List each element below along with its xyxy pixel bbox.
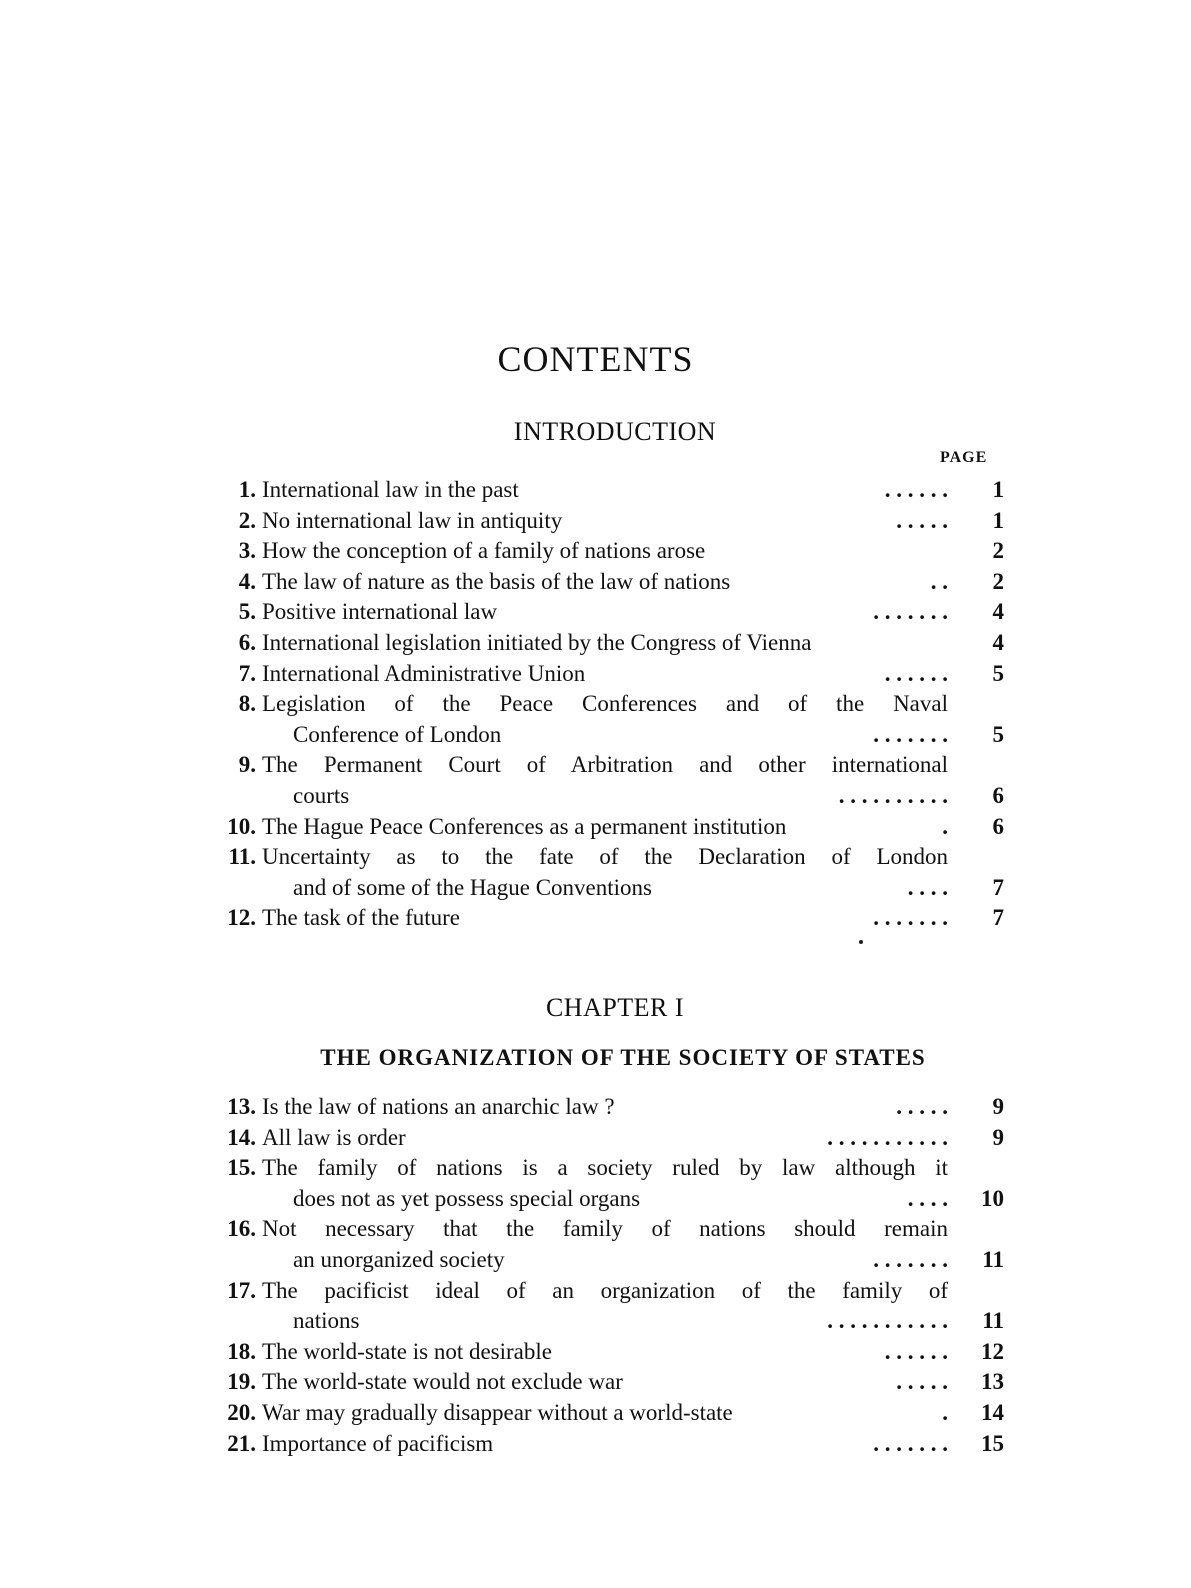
toc-line — [0, 811, 1191, 842]
entry-page-number: 7 — [992, 874, 1004, 900]
entry-title-continuation: does not as yet possess special organs — [293, 1185, 641, 1211]
toc-line-continuation — [0, 1305, 1191, 1336]
entry-number: 2. — [238, 507, 256, 533]
entry-number: 12. — [227, 905, 256, 931]
entry-title: The Hague Peace Conferences as a permanent institution — [262, 813, 787, 839]
toc-line-continuation — [0, 719, 1191, 750]
entry-page-number: 7 — [992, 905, 1004, 931]
entry-title-continuation: and of some of the Hague Conventions — [293, 874, 652, 900]
entry-number: 3. — [238, 538, 256, 564]
entry-title: The law of nature as the basis of the law of nations — [262, 568, 731, 594]
leader-dots: . . . . . . — [884, 660, 948, 686]
entry-title-continuation: Conference of London — [293, 721, 502, 747]
toc-line — [0, 749, 1191, 780]
entry-title-continuation: courts — [293, 783, 350, 808]
toc-line — [0, 535, 1191, 566]
toc-line — [0, 505, 1191, 536]
entry-title: Uncertainty as to the fate of the Declaration of London — [262, 844, 948, 870]
leader-dots: . . . . — [907, 1185, 948, 1211]
entry-number: 1. — [238, 477, 256, 502]
entry-page-number: 9 — [992, 1094, 1004, 1119]
entry-title: All law is order — [262, 1124, 406, 1150]
entry-page-number: 9 — [992, 1124, 1004, 1150]
entry-page-number: 10 — [981, 1185, 1004, 1211]
entry-page-number: 12 — [981, 1338, 1004, 1364]
toc-line — [0, 658, 1191, 689]
entry-title-continuation: an unorganized society — [293, 1247, 505, 1272]
toc-line — [0, 1152, 1191, 1183]
toc-line-continuation — [0, 1244, 1191, 1275]
entry-page-number: 1 — [992, 507, 1004, 533]
toc-line — [0, 1366, 1191, 1397]
entry-title: International legislation initiated by the Congress of Vienna — [262, 630, 812, 655]
introduction-heading: INTRODUCTION — [513, 417, 717, 446]
entry-title: Is the law of nations an anarchic law ? — [262, 1094, 615, 1119]
toc-line — [0, 474, 1191, 505]
entry-number: 15. — [227, 1155, 256, 1181]
leader-dots: . . . . — [907, 874, 948, 900]
leader-dots: . . . . . . . . . . . — [827, 1124, 948, 1150]
entry-title: International Administrative Union — [262, 660, 586, 686]
entry-number: 20. — [227, 1400, 256, 1425]
entry-title: War may gradually disappear without a world-state — [262, 1400, 733, 1425]
entry-title: The family of nations is a society ruled by law although it — [262, 1155, 948, 1181]
leader-dots: . . . . . . . . . . . — [827, 1308, 948, 1334]
entry-title: Positive international law — [262, 599, 498, 625]
entry-title: International law in the past — [262, 477, 519, 502]
entry-number: 19. — [227, 1369, 256, 1395]
entry-page-number: 6 — [992, 813, 1004, 839]
entry-page-number: 2 — [992, 538, 1004, 564]
entry-title: Not necessary that the family of nations should remain — [262, 1216, 948, 1242]
entry-number: 13. — [227, 1094, 256, 1119]
entry-page-number: 5 — [992, 721, 1004, 747]
entry-page-number: 15 — [981, 1430, 1004, 1456]
page-column-label: PAGE — [940, 449, 988, 466]
entry-title: Importance of pacificism — [262, 1430, 494, 1456]
entry-number: 4. — [238, 568, 256, 594]
page-title: CONTENTS — [497, 339, 694, 379]
entry-number: 9. — [238, 752, 256, 778]
stray-mark — [859, 940, 863, 944]
entry-title: No international law in antiquity — [262, 507, 563, 533]
leader-dots: . . . . . . . — [873, 1430, 948, 1456]
entry-page-number: 4 — [992, 630, 1004, 655]
toc-line-continuation — [0, 780, 1191, 811]
toc-line — [0, 1336, 1191, 1367]
entry-page-number: 4 — [992, 599, 1004, 625]
leader-dots: . . . . . . . — [873, 905, 948, 931]
entry-title: The pacificist ideal of an organization of the family of — [262, 1277, 948, 1303]
entry-number: 21. — [227, 1430, 256, 1456]
chapter-heading: CHAPTER I — [545, 993, 685, 1022]
leader-dots: . . — [930, 568, 948, 594]
toc-line — [0, 627, 1191, 658]
entry-page-number: 14 — [981, 1400, 1004, 1425]
entry-number: 11. — [228, 844, 256, 870]
leader-dots: . . . . . . . — [873, 599, 948, 625]
entry-page-number: 1 — [992, 477, 1004, 502]
leader-dots: . . . . . . — [884, 1338, 948, 1364]
leader-dots: . . . . . . . — [873, 1247, 948, 1272]
entry-number: 6. — [238, 630, 256, 655]
leader-dots: . — [942, 1400, 948, 1425]
leader-dots: . — [942, 813, 948, 839]
entry-number: 10. — [227, 813, 256, 839]
entry-page-number: 11 — [982, 1308, 1004, 1334]
entry-title: How the conception of a family of nations arose — [262, 538, 706, 564]
toc-line — [0, 1397, 1191, 1428]
chapter-subtitle: THE ORGANIZATION OF THE SOCIETY OF STATES — [320, 1045, 926, 1070]
entry-title: Legislation of the Peace Conferences and of the Naval — [262, 691, 948, 717]
toc-line — [0, 902, 1191, 933]
entry-title: The Permanent Court of Arbitration and other international — [262, 752, 948, 778]
entry-page-number: 6 — [992, 783, 1004, 808]
toc-line — [0, 1122, 1191, 1153]
toc-line — [0, 566, 1191, 597]
leader-dots: . . . . . — [896, 507, 948, 533]
entry-title: The task of the future — [262, 905, 460, 931]
entry-page-number: 2 — [992, 568, 1004, 594]
entry-number: 8. — [238, 691, 256, 717]
toc-line — [0, 1428, 1191, 1459]
leader-dots: . . . . . — [896, 1094, 948, 1119]
entry-page-number: 5 — [992, 660, 1004, 686]
toc-line-continuation — [0, 1183, 1191, 1214]
toc-line — [0, 596, 1191, 627]
toc-line — [0, 1091, 1191, 1122]
toc-line — [0, 841, 1191, 872]
toc-line — [0, 1213, 1191, 1244]
toc-line — [0, 688, 1191, 719]
toc-line — [0, 1275, 1191, 1306]
entry-title-continuation: nations — [293, 1308, 360, 1334]
entry-number: 5. — [238, 599, 256, 625]
leader-dots: . . . . . . . — [873, 721, 948, 747]
leader-dots: . . . . . . . . . . — [838, 783, 948, 808]
entry-number: 14. — [227, 1124, 256, 1150]
leader-dots: . . . . . — [896, 1369, 948, 1395]
entry-number: 17. — [227, 1277, 256, 1303]
toc-line-continuation — [0, 872, 1191, 903]
entry-title: The world-state is not desirable — [262, 1338, 552, 1364]
leader-dots: . . . . . . — [884, 477, 948, 502]
entry-page-number: 11 — [982, 1247, 1004, 1272]
entry-page-number: 13 — [981, 1369, 1004, 1395]
entry-number: 16. — [227, 1216, 256, 1242]
entry-number: 7. — [238, 660, 256, 686]
entry-title: The world-state would not exclude war — [262, 1369, 623, 1395]
entry-number: 18. — [227, 1338, 256, 1364]
